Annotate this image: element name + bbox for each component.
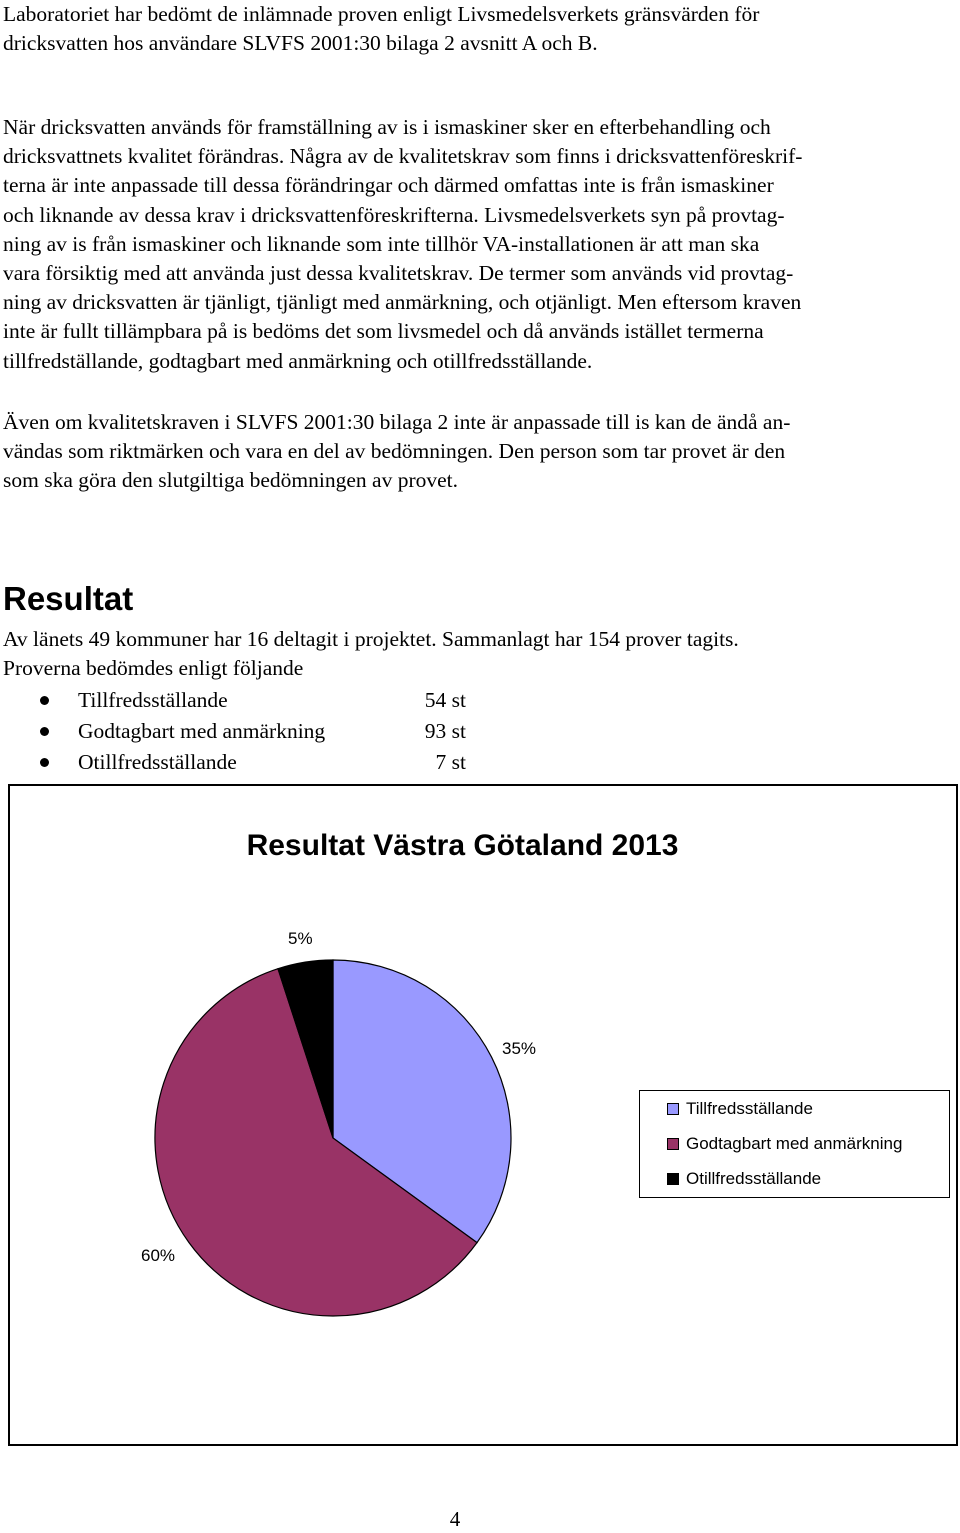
text-line: ning av dricksvatten är tjänligt, tjänligt med anmärkning, och otjänligt. Men eftersom kraven [3, 290, 802, 315]
text-line: och liknande av dessa krav i dricksvattenföreskrifterna. Livsmedelsverkets syn på provtag- [3, 202, 785, 227]
legend-swatch [667, 1173, 679, 1185]
text-line: Av länets 49 kommuner har 16 deltagit i projektet. Sammanlagt har 154 prover tagits. [3, 627, 739, 651]
text-line: som ska göra den slutgiltiga bedömningen av provet. [3, 468, 458, 493]
text-line: ning av is från ismaskiner och liknande som inte tillhör VA-installationen är att man ska [3, 231, 760, 256]
legend-label: Otillfredsställande [686, 1169, 822, 1188]
list-item-label: Godtagbart med anmärkning [78, 719, 326, 743]
legend-label: Godtagbart med anmärkning [686, 1134, 903, 1153]
text-line: dricksvattnets kvalitet förändras. Några av de kvalitetskrav som finns i dricksvattenföreskrif- [3, 144, 803, 169]
text-line: Proverna bedömdes enligt följande [3, 656, 304, 681]
text-line: tillfredställande, godtagbart med anmärkning och otillfredsställande. [3, 348, 593, 373]
list-item-label: Otillfredsställande [78, 750, 237, 774]
list-item-count: 93 st [424, 719, 466, 743]
legend-label: Tillfredsställande [686, 1099, 813, 1118]
chart-legend [639, 1090, 950, 1198]
pie-label-otillfredsstallande: 5% [288, 929, 313, 948]
page-number: 4 [449, 1507, 461, 1531]
pie-label-tillfredsstallande: 35% [502, 1039, 537, 1058]
text-line: vändas som riktmärken och vara en del av bedömningen. Den person som tar provet är den [3, 439, 786, 464]
text-line: dricksvatten hos användare SLVFS 2001:30 bilaga 2 avsnitt A och B. [3, 31, 598, 56]
list-item-count: 7 st [435, 750, 466, 774]
text-line: Även om kvalitetskraven i SLVFS 2001:30 bilaga 2 inte är anpassade till is kan de ändå an- [3, 410, 791, 434]
text-line: inte är fullt tillämpbara på is bedöms det som livsmedel och då används istället termerna [3, 319, 764, 344]
list-item-count: 54 st [424, 688, 466, 712]
text-line: vara försiktig med att använda just dessa kvalitetskrav. De termer som används vid provtag- [3, 261, 794, 286]
pie-label-godtagbart: 60% [141, 1246, 176, 1265]
legend-swatch [667, 1138, 679, 1150]
text-line: Laboratoriet har bedömt de inlämnade proven enligt Livsmedelsverkets gränsvärden för [3, 2, 760, 26]
legend-swatch [667, 1103, 679, 1115]
text-line: terna är inte anpassade till dessa förändringar och därmed omfattas inte is från ismaskiner [3, 173, 774, 198]
text-line: När dricksvatten används för framställning av is i ismaskiner sker en efterbehandling och [3, 115, 771, 139]
list-item-label: Tillfredsställande [78, 688, 228, 712]
section-heading: Resultat [3, 580, 134, 617]
chart-title: Resultat Västra Götaland 2013 [246, 829, 679, 862]
